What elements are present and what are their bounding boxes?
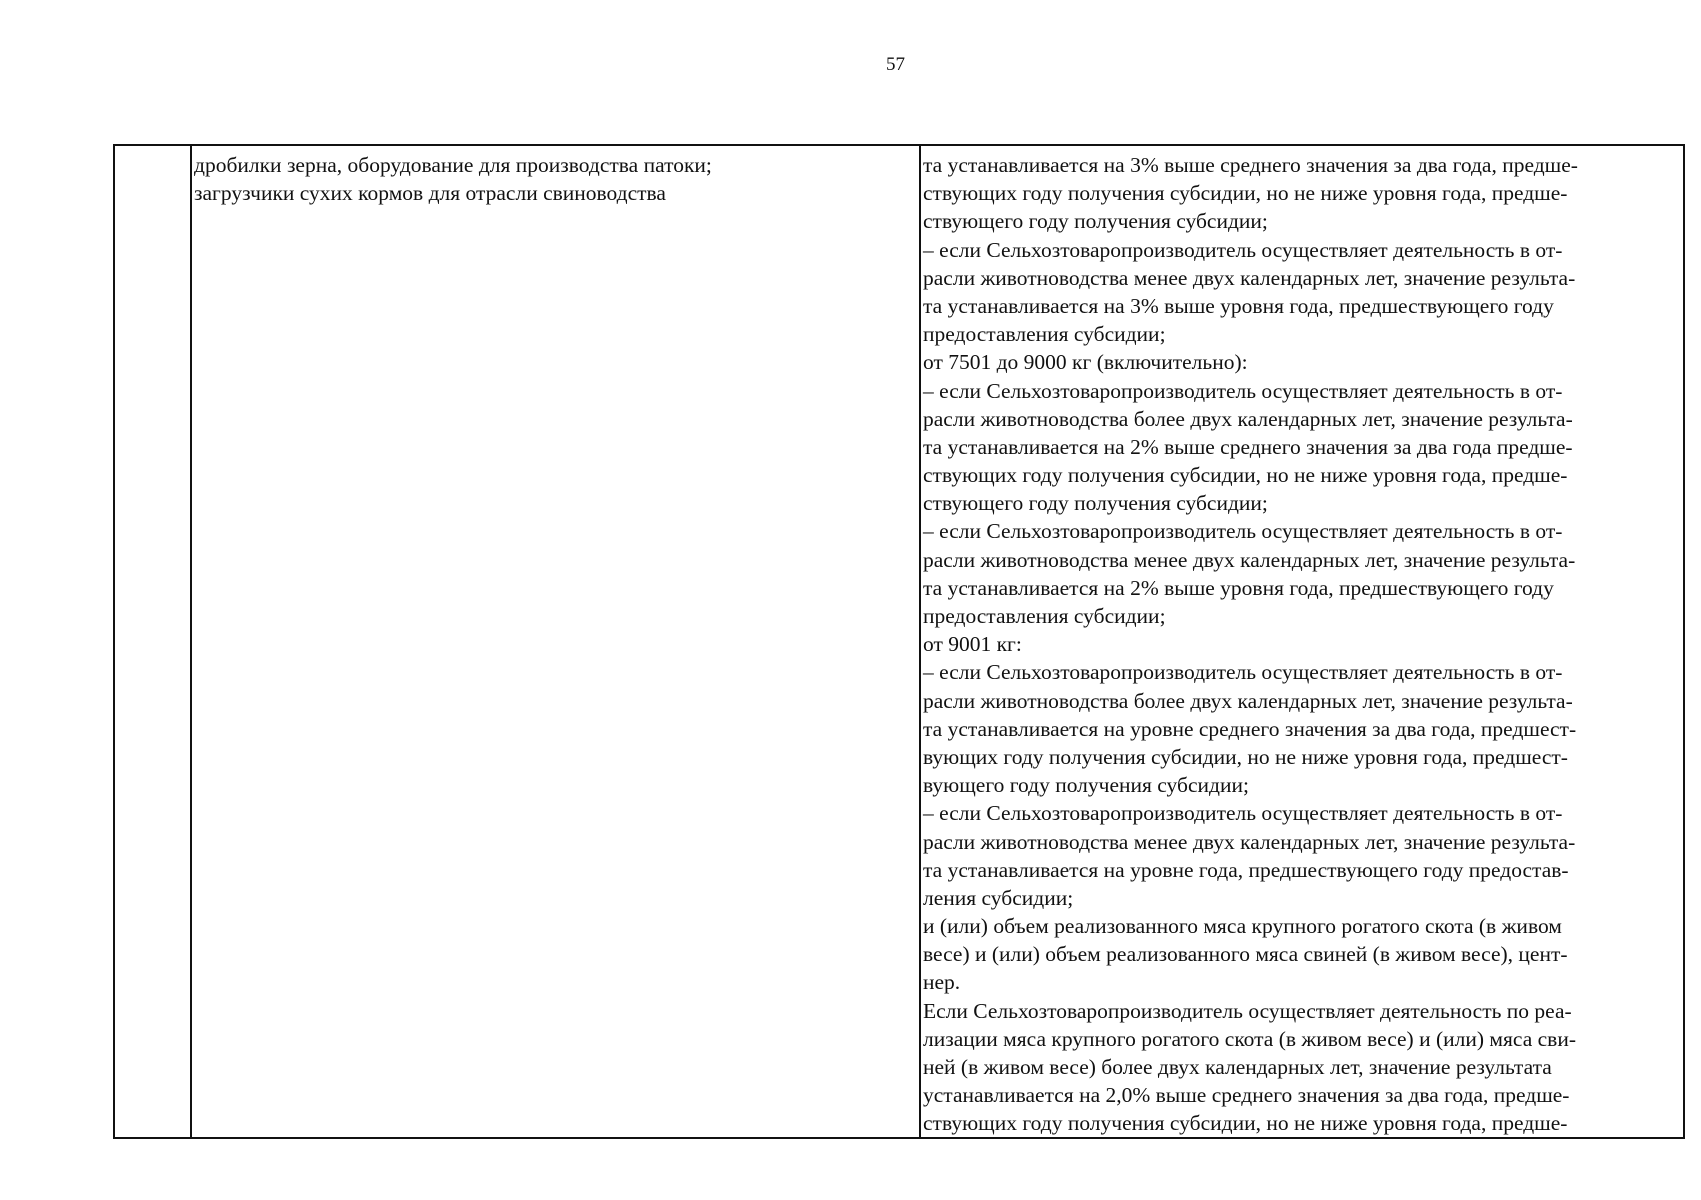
cell-text-line: та устанавливается на 2% выше уровня года, предшествующего году [923,575,1554,600]
cell-text-line: расли животноводства более двух календарных лет, значение результа- [923,688,1573,713]
cell-text-line: – если Сельхозтоваропроизводитель осуществляет деятельность в от- [923,660,1563,685]
page-number: 57 [886,54,905,75]
cell-text-line: ствующего году получения субсидии; [923,491,1268,516]
cell-text-line: нер. [923,970,961,995]
column-divider-2 [919,146,921,1137]
cell-text-line: Если Сельхозтоваропроизводитель осуществляет деятельность по реа- [923,998,1572,1023]
cell-text-line: вующего году получения субсидии; [923,773,1249,798]
document-table [113,144,1685,1139]
cell-text-line: та устанавливается на 3% выше среднего значения за два года, предше- [923,153,1578,177]
cell-text-line: дробилки зерна, оборудование для производства патоки; [194,153,712,177]
cell-text-line: та устанавливается на уровне года, предшествующего году предостав- [923,857,1569,882]
cell-text-line: от 7501 до 9000 кг (включительно): [923,350,1248,375]
cell-text-line: ления субсидии; [923,885,1074,910]
equipment-cell [194,151,914,207]
cell-text-line: ствующих году получения субсидии, но не ниже уровня года, предше- [923,181,1568,206]
cell-text-line: та устанавливается на 2% выше среднего значения за два года предше- [923,434,1573,459]
cell-text-line: предоставления субсидии; [923,604,1166,628]
cell-text-line: устанавливается на 2,0% выше среднего значения за два года, предше- [923,1083,1570,1108]
cell-text-line: предоставления субсидии; [923,322,1166,347]
column-divider-1 [190,146,192,1137]
cell-text-line: та устанавливается на 3% выше уровня года, предшествующего году [923,293,1554,318]
cell-text-line: ней (в живом весе) более двух календарных лет, значение результата [923,1055,1552,1079]
cell-text-line: от 9001 кг: [923,632,1022,657]
cell-text-line: ствующего году получения субсидии; [923,209,1268,234]
cell-text-line: расли животноводства более двух календарных лет, значение результа- [923,406,1573,431]
cell-text-line: – если Сельхозтоваропроизводитель осуществляет деятельность в от- [923,519,1563,544]
result-conditions-cell [923,151,1683,1138]
cell-text-line: загрузчики сухих кормов для отрасли свиноводства [194,181,666,206]
cell-text-line: ствующих году получения субсидии, но не ниже уровня года, предше- [923,463,1568,488]
cell-text-line: – если Сельхозтоваропроизводитель осуществляет деятельность в от- [923,378,1563,403]
cell-text-line: расли животноводства менее двух календарных лет, значение результа- [923,829,1576,854]
cell-text-line: – если Сельхозтоваропроизводитель осуществляет деятельность в от- [923,237,1563,262]
cell-text-line: весе) и (или) объем реализованного мяса свиней (в живом весе), цент- [923,942,1568,967]
cell-text-line: вующих году получения субсидии, но не ниже уровня года, предшест- [923,744,1568,769]
cell-text-line: ствующих году получения субсидии, но не ниже уровня года, предше- [923,1111,1568,1136]
cell-text-line: та устанавливается на уровне среднего значения за два года, предшест- [923,716,1577,741]
cell-text-line: и (или) объем реализованного мяса крупного рогатого скота (в живом [923,914,1562,939]
cell-text-line: лизации мяса крупного рогатого скота (в живом весе) и (или) мяса сви- [923,1026,1576,1051]
cell-text-line: – если Сельхозтоваропроизводитель осуществляет деятельность в от- [923,801,1563,826]
cell-text-line: расли животноводства менее двух календарных лет, значение результа- [923,547,1576,572]
cell-text-line: расли животноводства менее двух календарных лет, значение результа- [923,265,1576,290]
